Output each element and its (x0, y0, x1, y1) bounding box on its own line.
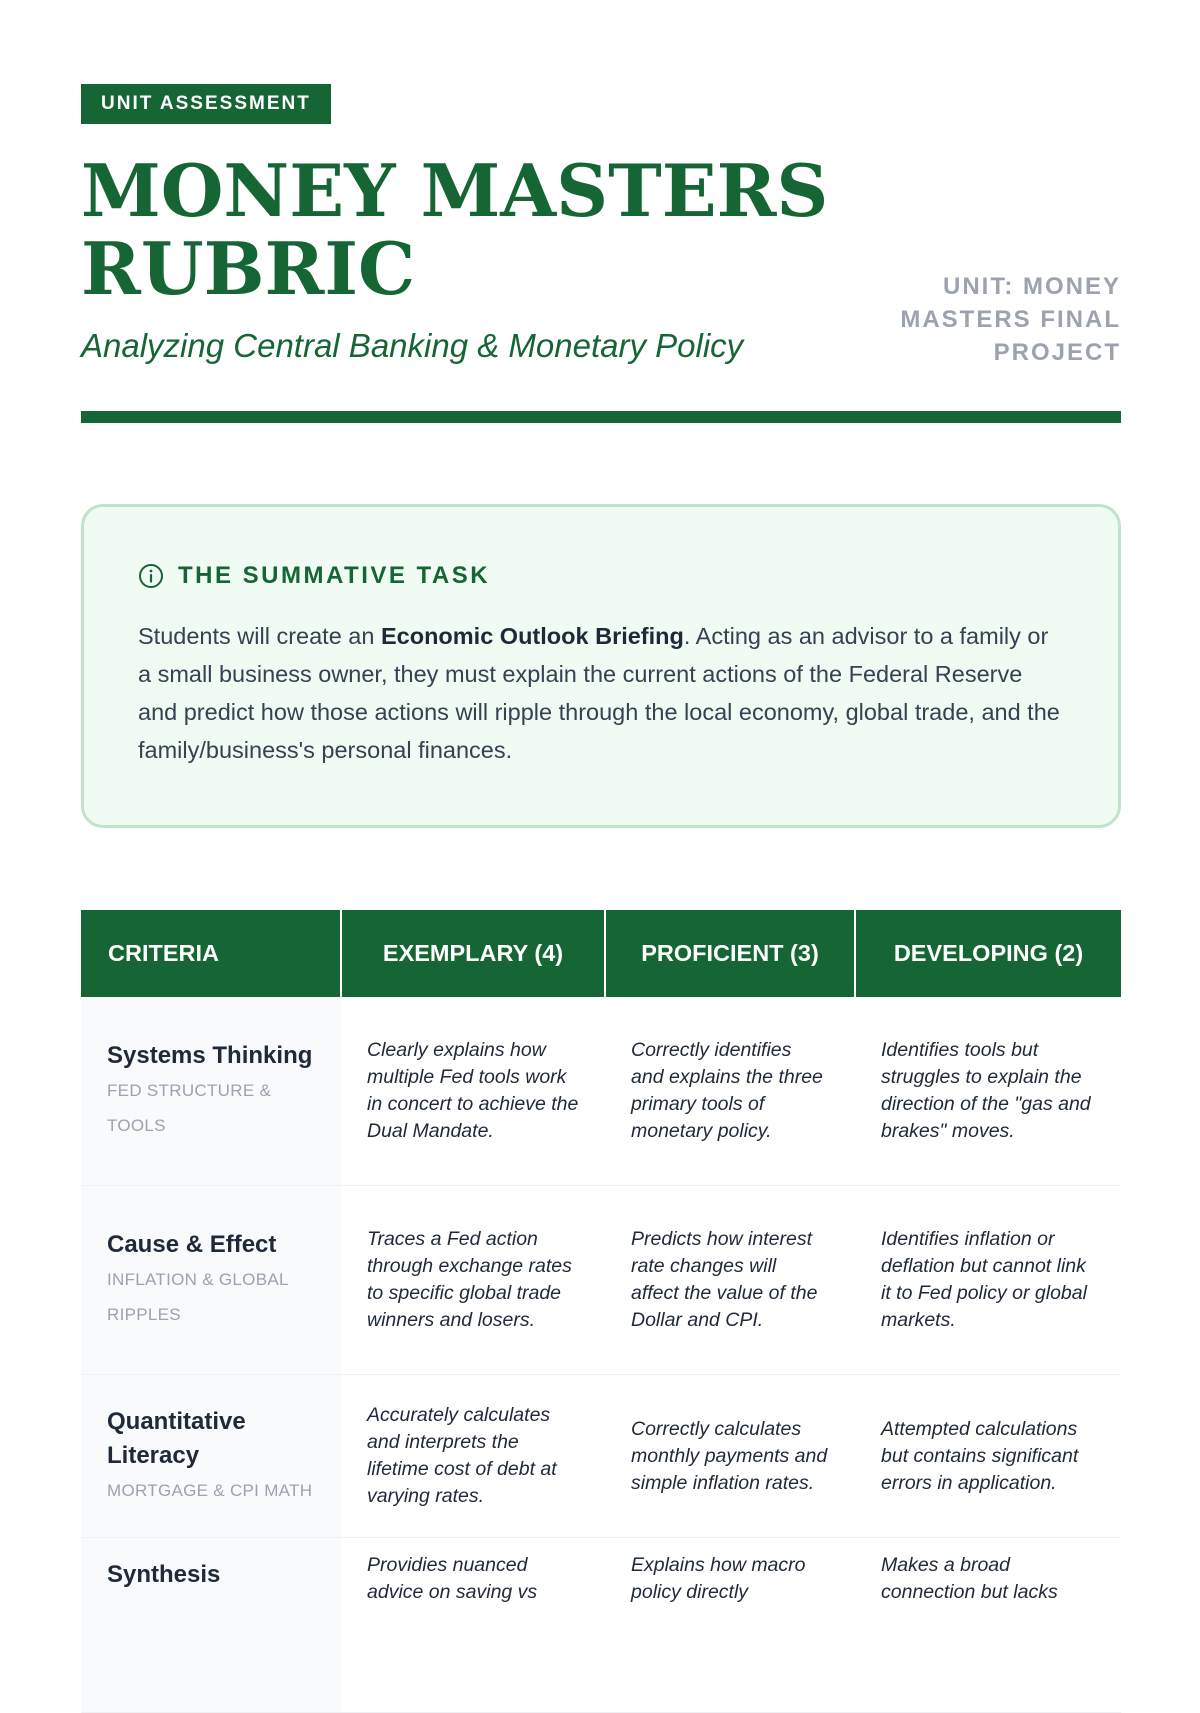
exemplary-cell: Clearly explains how multiple Fed tools work in concert to achieve the Dual Mandate. (341, 997, 605, 1186)
header-proficient: PROFICIENT (3) (605, 910, 855, 997)
proficient-cell: Explains how macro policy directly (605, 1538, 855, 1713)
table-row (81, 1375, 1121, 1538)
criteria-name: Systems Thinking (107, 1042, 313, 1069)
proficient-cell: Correctly identifies and explains the three primary tools of monetary policy. (605, 997, 855, 1186)
unit-badge: UNIT ASSESSMENT (81, 84, 331, 124)
task-body-prefix: Students will create an (138, 623, 381, 649)
criteria-name: Quantitative Literacy (107, 1407, 246, 1469)
criteria-name: Cause & Effect (107, 1231, 277, 1258)
criteria-subtitle: MORTGAGE & CPI MATH (107, 1480, 313, 1500)
table-row (81, 1538, 1121, 1713)
summative-task-panel (81, 504, 1121, 828)
header-exemplary: EXEMPLARY (4) (341, 910, 605, 997)
rubric-table (81, 910, 1121, 1713)
developing-cell: Identifies inflation or deflation but cannot link it to Fed policy or global markets. (855, 1186, 1121, 1375)
criteria-name: Synthesis (107, 1561, 221, 1588)
page-title: MONEY MASTERS RUBRIC (81, 148, 829, 311)
task-body-suffix: . Acting as an advisor to a family or a small business owner, they must explain the current actions of the Federal Reserve and predict how those actions will ripple through the local economy, global trade, and the family/business's personal finances. (138, 623, 1060, 763)
criteria-subtitle: INFLATION & GLOBAL RIPPLES (107, 1270, 289, 1324)
rubric-header-row (81, 910, 1121, 997)
criteria-cell (81, 1538, 341, 1713)
table-row (81, 1186, 1121, 1375)
header-developing: DEVELOPING (2) (855, 910, 1121, 997)
table-row (81, 997, 1121, 1186)
developing-cell: Identifies tools but struggles to explain the direction of the "gas and brakes" moves. (855, 997, 1121, 1186)
proficient-cell: Correctly calculates monthly payments and simple inflation rates. (605, 1375, 855, 1538)
exemplary-cell: Traces a Fed action through exchange rates to specific global trade winners and losers. (341, 1186, 605, 1375)
developing-cell: Makes a broad connection but lacks (855, 1538, 1121, 1713)
developing-cell: Attempted calculations but contains significant errors in application. (855, 1375, 1121, 1538)
criteria-subtitle: FED STRUCTURE & TOOLS (107, 1081, 272, 1135)
criteria-cell (81, 1186, 341, 1375)
task-heading-row (138, 561, 1064, 591)
info-circle-icon (138, 563, 164, 589)
criteria-cell (81, 997, 341, 1186)
header-criteria: CRITERIA (81, 910, 341, 997)
unit-label: UNIT: MONEY MASTERS FINAL PROJECT (900, 273, 1121, 366)
task-body-emphasis: Economic Outlook Briefing (380, 623, 684, 649)
task-heading: THE SUMMATIVE TASK (178, 562, 491, 589)
exemplary-cell: Providies nuanced advice on saving vs (341, 1538, 605, 1713)
exemplary-cell: Accurately calculates and interprets the lifetime cost of debt at varying rates. (341, 1375, 605, 1538)
header-divider (81, 411, 1121, 423)
page-subtitle: Analyzing Central Banking & Monetary Policy (81, 327, 744, 364)
proficient-cell: Predicts how interest rate changes will affect the value of the Dollar and CPI. (605, 1186, 855, 1375)
task-description (138, 617, 1064, 769)
criteria-cell (81, 1375, 341, 1538)
